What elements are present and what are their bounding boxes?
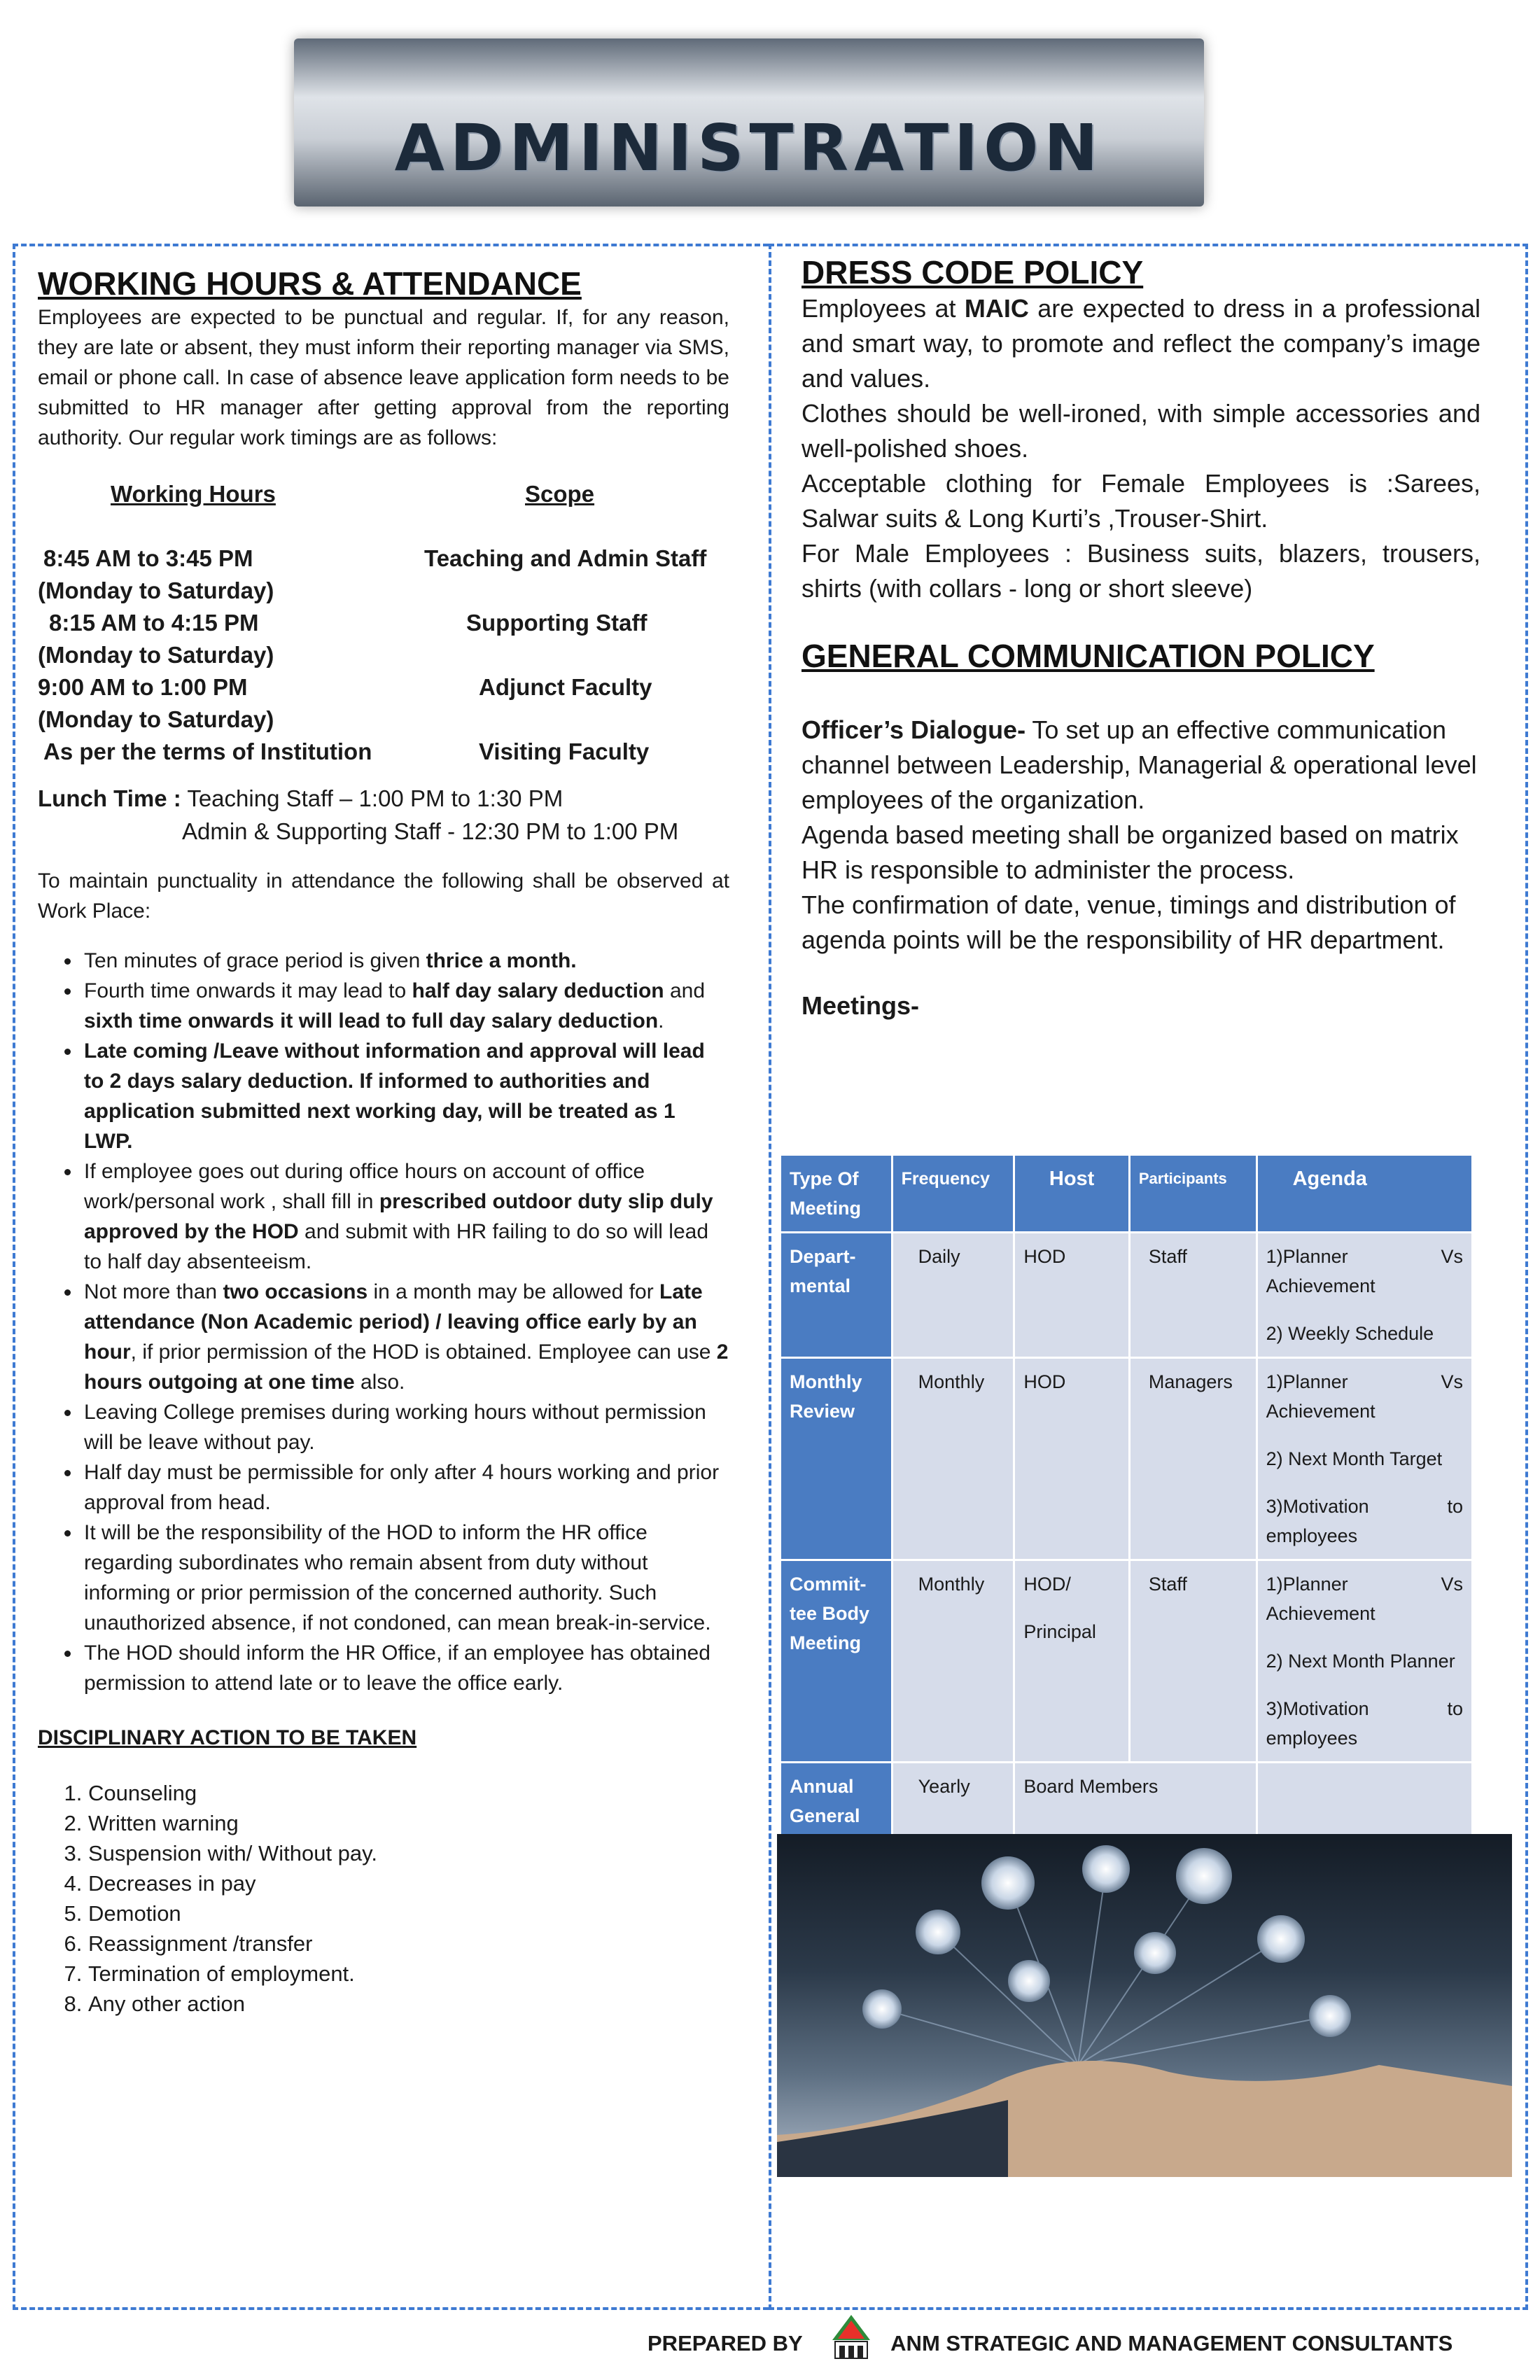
- dress-p2: Clothes should be well-ironed, with simple accessories and well-polished shoes.: [802, 399, 1480, 463]
- row1-time: 8:45 AM to 3:45 PM: [43, 545, 253, 571]
- administration-banner: [294, 38, 1204, 206]
- row3-time: 9:00 AM to 1:00 PM: [38, 674, 248, 700]
- th-participants: Participants: [1129, 1155, 1256, 1233]
- hand-network-image: [777, 1834, 1512, 2177]
- row1-days: (Monday to Saturday): [38, 578, 274, 603]
- company-name: ANM STRATEGIC AND MANAGEMENT CONSULTANTS: [890, 2331, 1453, 2356]
- working-hours-table: [38, 474, 729, 768]
- row4-time: As per the terms of Institution: [43, 738, 372, 764]
- punctuality-intro: To maintain punctuality in attendance the following shall be observed at Work Place:: [38, 869, 729, 923]
- table-row: Annual General Yearly Board Members: [780, 1763, 1473, 1840]
- right-column: [802, 253, 1480, 1023]
- lunch-label: Lunch Time :: [38, 785, 181, 811]
- company-logo-icon: [830, 2314, 873, 2360]
- disc-item: 1. Counseling: [88, 1778, 729, 1808]
- table-row: Depart- mental Daily HOD Staff 1)Planner Vs Achievement 2) Weekly Schedule: [780, 1233, 1473, 1358]
- meetings-table: [779, 1154, 1474, 1864]
- row1-scope: Teaching and Admin Staff: [424, 545, 707, 571]
- rule-late-coming: • Late coming /Leave without information and approval will lead to 2 days salary deduction. If informed to authorities and application submitted next working day, will be treated as 1 LWP.: [81, 1036, 729, 1156]
- disc-item: 7. Termination of employment.: [88, 1959, 729, 1989]
- lunch-teaching: Teaching Staff – 1:00 PM to 1:30 PM: [187, 785, 564, 811]
- banner-title: ADMINISTRATION: [394, 111, 1104, 186]
- disc-item: 4. Decreases in pay: [88, 1868, 729, 1898]
- row3-scope: Adjunct Faculty: [479, 674, 652, 700]
- row3-days: (Monday to Saturday): [38, 706, 274, 732]
- lunch-admin: Admin & Supporting Staff - 12:30 PM to 1:00 PM: [182, 818, 679, 844]
- disc-item: 6. Reassignment /transfer: [88, 1928, 729, 1959]
- disc-item: 3. Suspension with/ Without pay.: [88, 1838, 729, 1868]
- prepared-by: PREPARED BY: [648, 2331, 803, 2356]
- rule-leaving-premises: • Leaving College premises during working hours without permission will be leave without pay.: [81, 1397, 729, 1457]
- row2-time: 8:15 AM to 4:15 PM: [49, 610, 259, 636]
- row4-scope: Visiting Faculty: [479, 738, 650, 764]
- disciplinary-list: [38, 1778, 729, 2019]
- lunch-time: [38, 782, 729, 848]
- comm-p2: Agenda based meeting shall be organized based on matrix: [802, 820, 1459, 849]
- working-hours-title: WORKING HOURS & ATTENDANCE: [38, 265, 582, 302]
- row2-days: (Monday to Saturday): [38, 642, 274, 668]
- disciplinary-title: DISCIPLINARY ACTION TO BE TAKEN: [38, 1726, 417, 1749]
- working-hours-intro: Employees are expected to be punctual and regular. If, for any reason, they are late or absent, they must inform their reporting manager via SMS, email or phone call. In case of absence leave application form needs to be submitted to HR manager after getting approval from the reporting authority. Our regular work timings are as follows:: [38, 306, 729, 449]
- dress-p3: Acceptable clothing for Female Employees is :Sarees, Salwar suits & Long Kurti’s ,Trouser-Shirt.: [802, 469, 1480, 533]
- th-host: Host: [1014, 1155, 1130, 1233]
- dress-code-title: DRESS CODE POLICY: [802, 254, 1144, 290]
- col-working-hours: Working Hours: [111, 481, 276, 507]
- rule-hod-responsibility: • It will be the responsibility of the HOD to inform the HR office regarding subordinates who remain absent from duty without informing or prior permission of the concerned authority. Such unauthorized absence, if not condoned, can mean break-in-service.: [81, 1518, 729, 1638]
- table-row: Monthly Review Monthly HOD Managers 1)Planner Vs Achievement 2) Next Month Target 3)Motivation to employees: [780, 1358, 1473, 1560]
- rule-outdoor-duty: • If employee goes out during office hours on account of office work/personal work , shall fill in prescribed outdoor duty slip duly approved by the HOD and submit with HR failing to do so will lead to half day absenteeism.: [81, 1156, 729, 1277]
- working-hours-section: [38, 265, 729, 2019]
- punctuality-rules: [38, 946, 729, 1698]
- meetings-label: Meetings-: [802, 991, 920, 1020]
- rule-half-day: • Half day must be permissible for only after 4 hours working and prior approval from head.: [81, 1457, 729, 1518]
- comm-p4: The confirmation of date, venue, timings and distribution of agenda points will be the responsibility of HR department.: [802, 890, 1456, 954]
- dress-p4: For Male Employees : Business suits, blazers, trousers, shirts (with collars - long or short sleeve): [802, 539, 1480, 603]
- dress-p1: Employees at MAIC are expected to dress in a professional and smart way, to promote and reflect the company’s image and values.: [802, 294, 1480, 393]
- rule-two-occasions: • Not more than two occasions in a month may be allowed for Late attendance (Non Academic period) / leaving office early by an hour, if prior permission of the HOD is obtained. Employee can use 2 hours outgoing at one time also.: [81, 1277, 729, 1397]
- th-type: Type Of Meeting: [780, 1155, 892, 1233]
- rule-fourth-time: • Fourth time onwards it may lead to half day salary deduction and sixth time onwards it will lead to full day salary deduction.: [81, 976, 729, 1036]
- comm-p3: HR is responsible to administer the process.: [802, 855, 1295, 884]
- row2-scope: Supporting Staff: [466, 610, 648, 636]
- th-agenda: Agenda: [1256, 1155, 1472, 1233]
- footer: [648, 2331, 1452, 2356]
- disc-item: 5. Demotion: [88, 1898, 729, 1928]
- rule-hod-inform: • The HOD should inform the HR Office, if an employee has obtained permission to attend late or to leave the office early.: [81, 1638, 729, 1698]
- table-row: Commit- tee Body Meeting Monthly HOD/ Principal Staff 1)Planner Vs Achievement 2) Next Month Planner 3)Motivation to employees: [780, 1560, 1473, 1763]
- rule-grace-period: • Ten minutes of grace period is given thrice a month.: [81, 946, 729, 976]
- network-icons-illustration: [777, 1834, 1512, 2177]
- table-header-row: [780, 1155, 1473, 1233]
- disc-item: 8. Any other action: [88, 1989, 729, 2019]
- officers-dialogue: Officer’s Dialogue- To set up an effective communication channel between Leadership, Managerial & operational level employees of the organization.: [802, 715, 1477, 814]
- communication-title: GENERAL COMMUNICATION POLICY: [802, 638, 1375, 674]
- disc-item: 2. Written warning: [88, 1808, 729, 1838]
- th-frequency: Frequency: [892, 1155, 1014, 1233]
- col-scope: Scope: [525, 481, 595, 507]
